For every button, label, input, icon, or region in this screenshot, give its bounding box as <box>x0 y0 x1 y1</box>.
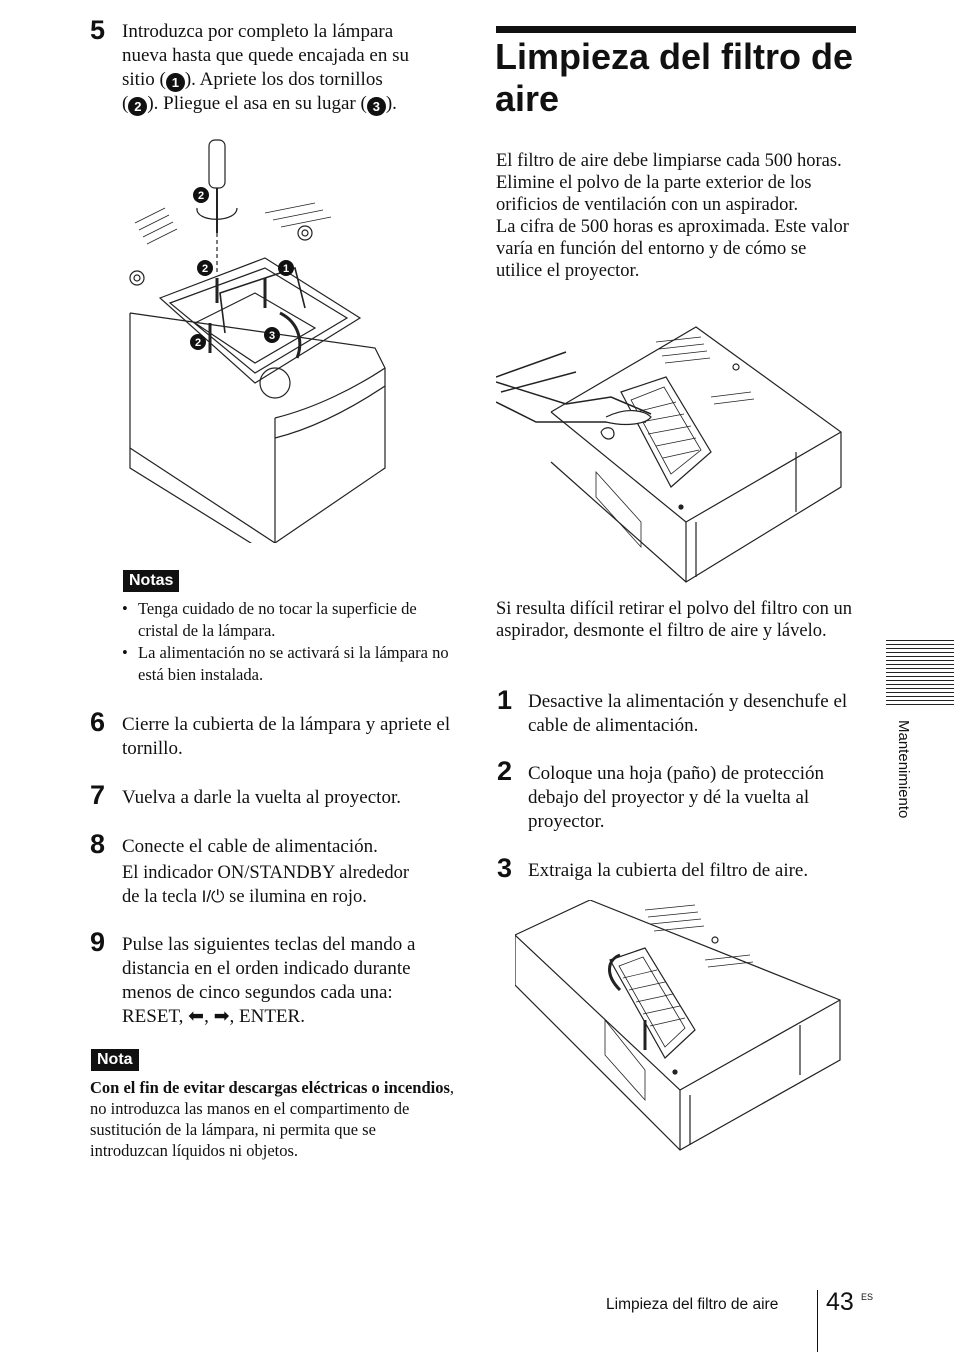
step-8-number: 8 <box>90 829 106 859</box>
lamp-installation-illustration <box>125 138 395 543</box>
footer-section-title: Limpieza del filtro de aire <box>606 1296 779 1313</box>
nota-label: Nota <box>91 1049 139 1071</box>
step-8-subtext <box>122 862 462 909</box>
figure-callout: 1 <box>282 263 290 275</box>
text: ). <box>385 93 397 114</box>
page-language: ES <box>861 1292 874 1302</box>
intro-line: El filtro de aire debe limpiarse cada 500 horas. <box>496 151 842 171</box>
step-5-line: Introduzca por completo la lámpara <box>122 21 394 42</box>
paragraph-2: Si resulta difícil retirar el polvo del filtro con un aspirador, desmonte el filtro de aire y lávelo. <box>496 599 853 641</box>
step-5-line <box>122 68 462 92</box>
figure-callout: 2 <box>197 190 205 202</box>
vacuum-filter-illustration <box>496 322 846 587</box>
step-1-number: 1 <box>497 685 513 715</box>
intro-paragraph <box>496 150 856 282</box>
step-3-number: 3 <box>497 853 513 883</box>
filter-cover-removal-illustration <box>515 900 845 1155</box>
step-6-text: Cierre la cubierta de la lámpara y apriete el tornillo. <box>122 714 451 759</box>
figure-callout: 2 <box>201 263 209 275</box>
step-9-keys <box>122 1005 462 1029</box>
nota-rest: , no introduzca las manos en el compartimento de sustitución de la lámpara, ni permita que se introduzcan líquidos ni objetos. <box>90 1078 455 1160</box>
arrow-right-icon: ➡ <box>213 1006 230 1027</box>
step-7-number: 7 <box>90 780 106 810</box>
step-9-instruction: Pulse las siguientes teclas del mando a distancia en el orden indicado durante menos de cinco segundos cada una: <box>122 934 416 1003</box>
step-3-text: Extraiga la cubierta del filtro de aire. <box>528 860 809 881</box>
text: ( <box>122 93 129 114</box>
title-line: Limpieza del filtro de <box>495 36 854 77</box>
step-5-number: 5 <box>90 15 106 45</box>
arrow-left-icon: ⬅ <box>188 1006 205 1027</box>
step-9-number: 9 <box>90 927 106 957</box>
text: de la tecla <box>122 887 197 907</box>
step-5-text <box>122 20 462 116</box>
step-6-number: 6 <box>90 707 106 737</box>
step-2-number: 2 <box>497 756 513 786</box>
note-item: • Tenga cuidado de no tocar la superficie de cristal de la lámpara. <box>122 598 457 642</box>
power-key-icon: I/⏻ <box>201 887 225 906</box>
page-number: 43 <box>826 1288 854 1316</box>
text: ). Apriete los dos tornillos <box>184 69 383 90</box>
intro-line: La cifra de 500 horas es aproximada. Este valor varía en función del entorno y de cómo se utilice el proyector. <box>496 217 849 281</box>
text: ). Pliegue el asa en su lugar ( <box>147 93 367 114</box>
title-line: aire <box>495 78 560 119</box>
intro-line: Elimine el polvo de la parte exterior de los orificios de ventilación con un aspirador. <box>496 173 812 215</box>
footer-divider <box>817 1290 818 1352</box>
step-8-sub-line: El indicador ON/STANDBY alrededor <box>122 863 410 883</box>
step-8-sub-line <box>122 885 462 909</box>
step-1-text: Desactive la alimentación y desenchufe el cable de alimentación. <box>528 691 848 736</box>
side-tab-label: Mantenimiento <box>895 720 912 819</box>
step-2-text: Coloque una hoja (paño) de protección debajo del proyector y dé la vuelta al proyector. <box>528 763 824 832</box>
notes-list <box>122 598 457 686</box>
callout-2-icon: 2 <box>128 97 147 116</box>
side-tab-stripes <box>886 640 954 708</box>
step-9-text <box>122 933 462 1029</box>
nota-bold: Con el fin de evitar descargas eléctricas o incendios <box>90 1078 450 1097</box>
figure-callout: 2 <box>194 337 202 349</box>
text: sitio ( <box>122 69 166 90</box>
figure-callout: 3 <box>268 330 276 342</box>
notes-label: Notas <box>123 570 179 592</box>
text: se ilumina en rojo. <box>229 887 367 907</box>
callout-1-icon: 1 <box>166 73 185 92</box>
step-5-line <box>122 92 462 116</box>
step-7-text: Vuelva a darle la vuelta al proyector. <box>122 787 401 808</box>
step-8-text: Conecte el cable de alimentación. <box>122 836 378 857</box>
text: , ENTER. <box>229 1006 305 1027</box>
callout-3-icon: 3 <box>367 97 386 116</box>
section-title <box>495 36 875 120</box>
nota-text <box>90 1077 455 1161</box>
title-rule <box>496 26 856 33</box>
text: , <box>204 1006 209 1027</box>
step-5-line: nueva hasta que quede encajada en su <box>122 45 409 66</box>
note-item: • La alimentación no se activará si la lámpara no está bien instalada. <box>122 642 457 686</box>
text: RESET, <box>122 1006 184 1027</box>
